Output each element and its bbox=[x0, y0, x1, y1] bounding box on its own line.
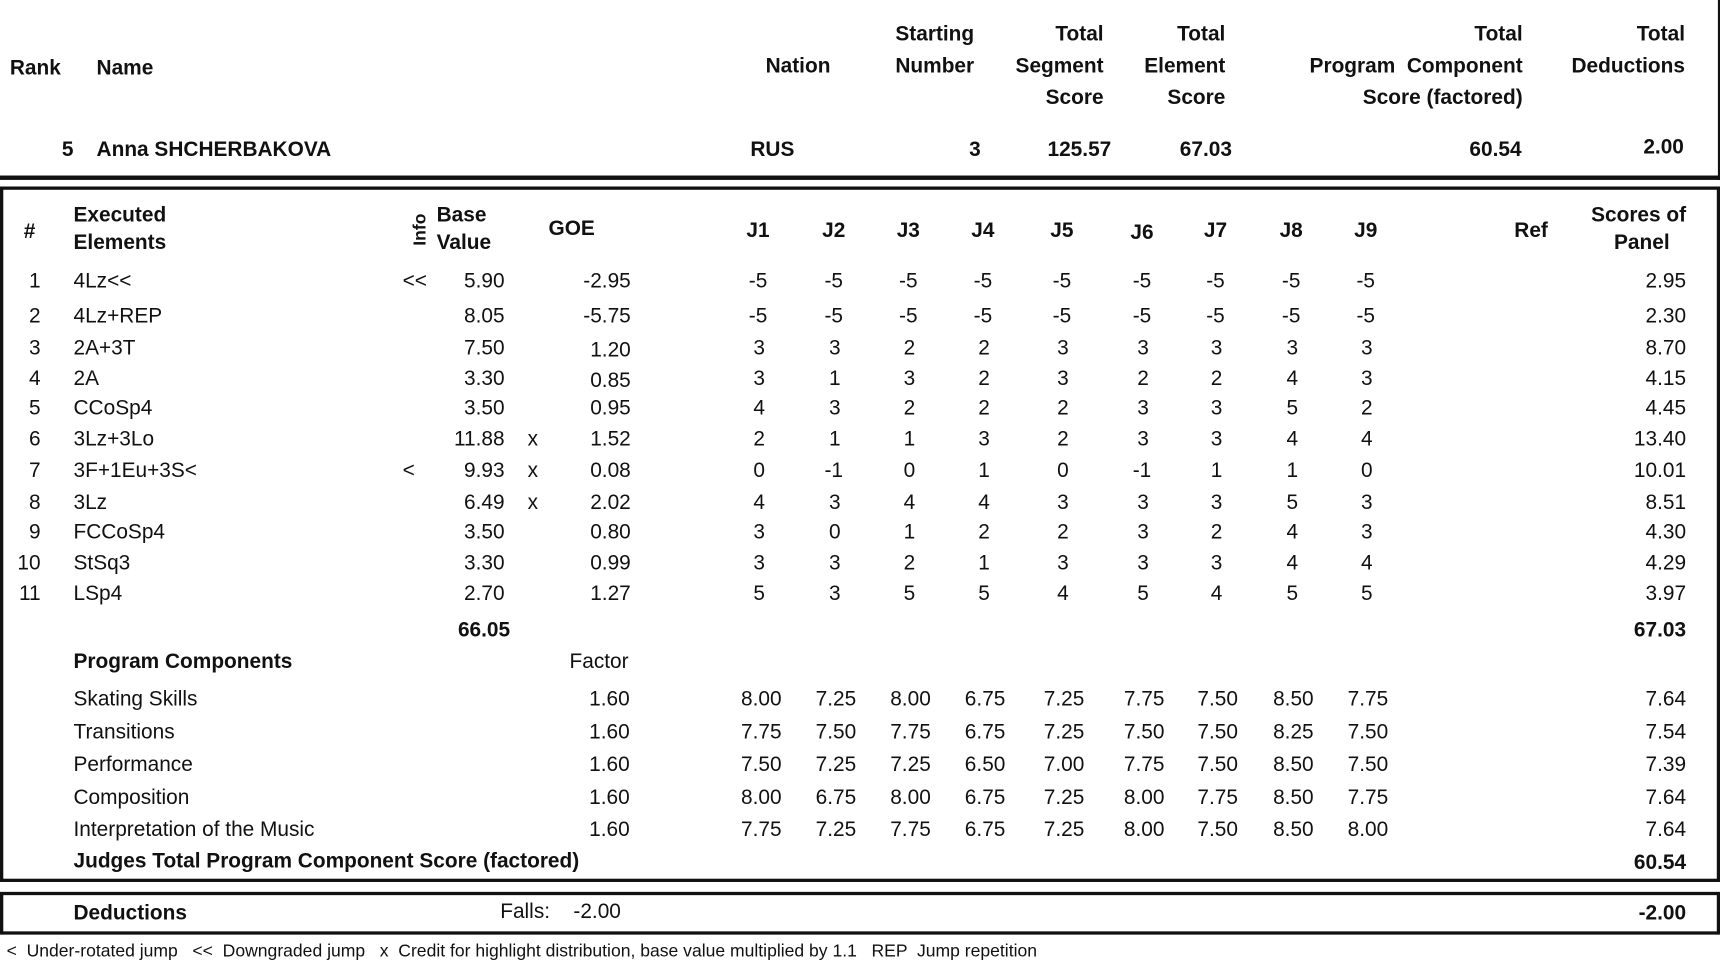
component-judge-score: 6.75 bbox=[964, 687, 1006, 711]
element-number: 2 bbox=[28, 304, 41, 329]
component-judge-score: 7.75 bbox=[741, 720, 782, 744]
judge-score: 5 bbox=[1286, 397, 1299, 421]
component-judge-score: 7.25 bbox=[815, 818, 857, 842]
component-panel-score: 7.54 bbox=[1645, 720, 1687, 744]
component-judge-score: 7.50 bbox=[1123, 720, 1165, 744]
executed-elements-header: Elements bbox=[73, 231, 167, 255]
element-base-value: 11.88 bbox=[454, 427, 505, 451]
judge-score: 4 bbox=[1210, 582, 1223, 606]
judge-score: 3 bbox=[1057, 551, 1069, 575]
judge-score: 2 bbox=[1057, 427, 1069, 451]
component-panel-score: 7.64 bbox=[1645, 786, 1687, 810]
element-goe: 0.80 bbox=[590, 521, 631, 545]
judge-score: 0 bbox=[903, 459, 916, 483]
skater-pcs: 60.54 bbox=[1469, 138, 1522, 162]
component-judge-score: 7.25 bbox=[1043, 687, 1085, 711]
tes-header: Total bbox=[1177, 23, 1226, 47]
judge-score: -5 bbox=[1281, 269, 1301, 293]
judge-score: 3 bbox=[1137, 397, 1149, 421]
judge-score: 4 bbox=[753, 397, 765, 421]
judge-score: 3 bbox=[1210, 551, 1223, 575]
base-value-header: Value bbox=[436, 231, 492, 255]
component-judge-score: 7.00 bbox=[1043, 753, 1085, 777]
judge-score: -5 bbox=[1206, 304, 1225, 329]
element-goe: 1.27 bbox=[590, 582, 631, 606]
component-panel-score: 7.64 bbox=[1645, 687, 1687, 711]
component-judge-score: 7.50 bbox=[1197, 720, 1238, 744]
nation-header: Nation bbox=[765, 54, 831, 78]
element-number: 3 bbox=[28, 336, 41, 360]
goe-header: GOE bbox=[548, 217, 595, 241]
element-name: 3Lz+3Lo bbox=[73, 427, 155, 451]
judge-score: -5 bbox=[973, 304, 993, 329]
judge-score: 3 bbox=[829, 582, 841, 606]
component-judge-score: 7.50 bbox=[1197, 818, 1238, 842]
judge-score: 2 bbox=[903, 551, 916, 575]
element-panel-score: 10.01 bbox=[1633, 459, 1687, 483]
judge-score: 5 bbox=[903, 582, 916, 606]
element-goe: -5.75 bbox=[583, 304, 631, 329]
tss-header: Score bbox=[1045, 86, 1104, 110]
starting-number-header: Starting bbox=[895, 23, 975, 47]
element-number: 11 bbox=[18, 582, 41, 606]
element-highlight-x: x bbox=[527, 459, 539, 483]
component-judge-score: 7.75 bbox=[741, 818, 782, 842]
element-panel-score: 13.40 bbox=[1633, 427, 1687, 451]
judge-score: 3 bbox=[1057, 367, 1069, 391]
element-base-value: 2.70 bbox=[464, 582, 505, 606]
judge-score: 2 bbox=[1057, 397, 1069, 421]
judge-score: 1 bbox=[903, 427, 916, 451]
num-header: # bbox=[23, 220, 36, 244]
tes-header: Element bbox=[1144, 54, 1226, 78]
component-judge-score: 8.50 bbox=[1273, 818, 1314, 842]
element-panel-score: 4.30 bbox=[1645, 521, 1687, 545]
judge-score: -5 bbox=[1132, 269, 1152, 293]
component-judge-score: 8.25 bbox=[1273, 720, 1314, 744]
element-name: 4Lz<< bbox=[73, 269, 132, 293]
judge-score: 4 bbox=[1057, 582, 1069, 606]
judge-score: 3 bbox=[1210, 427, 1223, 451]
component-judge-score: 6.75 bbox=[964, 818, 1006, 842]
element-name: CCoSp4 bbox=[73, 397, 153, 421]
judge-score: 2 bbox=[978, 367, 990, 391]
judge-score: 5 bbox=[1286, 491, 1299, 515]
component-judge-score: 8.00 bbox=[1347, 818, 1389, 842]
element-name: 2A+3T bbox=[73, 336, 136, 360]
executed-elements-header: Executed bbox=[73, 204, 167, 228]
judge-score: 2 bbox=[978, 336, 990, 360]
component-judge-score: 7.75 bbox=[1347, 786, 1389, 810]
element-panel-score: 2.30 bbox=[1645, 304, 1687, 329]
judge-score: 1 bbox=[829, 427, 841, 451]
judge-score: 5 bbox=[1361, 582, 1373, 606]
falls-label: Falls: bbox=[500, 900, 551, 924]
judge-score: -5 bbox=[899, 304, 918, 329]
tes-header: Score bbox=[1167, 86, 1226, 110]
judge-header-j2: J2 bbox=[822, 219, 846, 243]
skater-tes: 67.03 bbox=[1179, 138, 1232, 162]
judge-score: -5 bbox=[1356, 269, 1376, 293]
judge-score: -5 bbox=[1281, 304, 1301, 329]
judge-score: -5 bbox=[824, 304, 843, 329]
judge-score: 4 bbox=[1361, 551, 1373, 575]
judge-score: -1 bbox=[824, 459, 843, 483]
judge-score: 1 bbox=[978, 459, 990, 483]
pcs-header: Score (factored) bbox=[1362, 86, 1523, 110]
panel-score-header: Scores of bbox=[1591, 204, 1687, 228]
judge-score: -5 bbox=[1356, 304, 1376, 329]
judge-score: 4 bbox=[1361, 427, 1373, 451]
judge-score: 3 bbox=[829, 491, 841, 515]
judge-score: -5 bbox=[1052, 304, 1072, 329]
tss-header: Segment bbox=[1015, 54, 1104, 78]
component-factor: 1.60 bbox=[589, 687, 630, 711]
factor-header: Factor bbox=[569, 650, 629, 674]
component-judge-score: 7.50 bbox=[1347, 753, 1389, 777]
judge-header-j6: J6 bbox=[1130, 221, 1154, 245]
element-name: 3F+1Eu+3S< bbox=[73, 459, 197, 483]
judge-score: 5 bbox=[1137, 582, 1149, 606]
judge-header-j8: J8 bbox=[1279, 219, 1303, 243]
judge-score: 1 bbox=[1286, 459, 1299, 483]
pcs-header: Total bbox=[1474, 23, 1523, 47]
judge-score: 4 bbox=[978, 491, 990, 515]
element-name: LSp4 bbox=[73, 582, 123, 606]
element-number: 5 bbox=[28, 397, 41, 421]
judge-score: 3 bbox=[829, 397, 841, 421]
element-number: 1 bbox=[28, 269, 41, 293]
component-judge-score: 7.25 bbox=[1043, 818, 1085, 842]
judge-header-j1: J1 bbox=[746, 219, 770, 243]
element-goe: 0.95 bbox=[590, 397, 631, 421]
skater-nation: RUS bbox=[750, 138, 795, 162]
judge-score: 4 bbox=[1286, 427, 1299, 451]
component-judge-score: 8.00 bbox=[1123, 818, 1165, 842]
judge-score: 2 bbox=[1210, 521, 1223, 545]
element-name: FCCoSp4 bbox=[73, 521, 166, 545]
judge-score: 3 bbox=[1137, 427, 1149, 451]
judge-score: -1 bbox=[1132, 459, 1152, 483]
pcs-total-value: 60.54 bbox=[1633, 851, 1687, 875]
component-judge-score: 7.25 bbox=[1043, 786, 1085, 810]
judge-score: 3 bbox=[1057, 491, 1069, 515]
skater-name: Anna SHCHERBAKOVA bbox=[96, 138, 332, 162]
name-header: Name bbox=[96, 57, 154, 81]
element-panel-score: 4.15 bbox=[1645, 367, 1687, 391]
element-base-value: 5.90 bbox=[464, 269, 505, 293]
judge-score: 3 bbox=[829, 551, 841, 575]
judge-score: 3 bbox=[753, 336, 765, 360]
judge-score: 1 bbox=[903, 521, 916, 545]
judge-score: 3 bbox=[1137, 521, 1149, 545]
element-base-value: 9.93 bbox=[464, 459, 505, 483]
component-judge-score: 8.50 bbox=[1273, 753, 1314, 777]
component-name: Skating Skills bbox=[73, 687, 198, 711]
judge-score: -5 bbox=[748, 269, 768, 293]
skater-tss: 125.57 bbox=[1047, 138, 1112, 162]
base-value-total: 66.05 bbox=[457, 618, 511, 642]
element-base-value: 3.50 bbox=[464, 521, 505, 545]
rank-header: Rank bbox=[9, 57, 61, 81]
element-number: 6 bbox=[28, 427, 41, 451]
component-judge-score: 7.50 bbox=[1197, 753, 1238, 777]
element-number: 8 bbox=[28, 491, 41, 515]
component-judge-score: 6.50 bbox=[964, 753, 1006, 777]
deductions-total: -2.00 bbox=[1638, 901, 1687, 925]
judge-score: 2 bbox=[1137, 367, 1149, 391]
judge-score: 3 bbox=[753, 551, 765, 575]
component-judge-score: 8.00 bbox=[1123, 786, 1165, 810]
component-judge-score: 7.75 bbox=[890, 720, 931, 744]
program-components-title: Program Components bbox=[73, 650, 293, 674]
judge-score: 5 bbox=[1286, 582, 1299, 606]
component-judge-score: 6.75 bbox=[815, 786, 857, 810]
judge-header-j5: J5 bbox=[1050, 219, 1074, 243]
judge-score: 2 bbox=[903, 336, 916, 360]
element-panel-score: 2.95 bbox=[1645, 269, 1687, 293]
element-name: 2A bbox=[73, 367, 100, 391]
judge-score: 3 bbox=[978, 427, 990, 451]
info-header: Info bbox=[411, 213, 431, 246]
ref-header: Ref bbox=[1514, 219, 1548, 243]
judge-score: -5 bbox=[824, 269, 843, 293]
element-goe: -2.95 bbox=[583, 269, 631, 293]
judge-score: 3 bbox=[1210, 491, 1223, 515]
element-info: << bbox=[402, 269, 427, 293]
component-judge-score: 8.50 bbox=[1273, 687, 1314, 711]
component-factor: 1.60 bbox=[589, 720, 630, 744]
component-judge-score: 6.75 bbox=[964, 786, 1006, 810]
judge-score: 1 bbox=[978, 551, 990, 575]
judge-header-j4: J4 bbox=[971, 219, 995, 243]
tss-header: Total bbox=[1055, 23, 1104, 47]
element-goe: 1.20 bbox=[590, 338, 631, 363]
skater-deductions: 2.00 bbox=[1643, 136, 1684, 160]
component-judge-score: 7.25 bbox=[815, 753, 857, 777]
judge-score: 2 bbox=[1361, 397, 1373, 421]
component-judge-score: 8.00 bbox=[890, 786, 931, 810]
element-goe: 2.02 bbox=[590, 491, 631, 515]
element-base-value: 7.50 bbox=[464, 336, 505, 360]
component-judge-score: 7.50 bbox=[741, 753, 782, 777]
judge-score: 3 bbox=[1137, 336, 1149, 360]
component-factor: 1.60 bbox=[589, 818, 630, 842]
judge-header-j7: J7 bbox=[1203, 219, 1228, 243]
judge-score: 4 bbox=[1286, 367, 1299, 391]
component-judge-score: 8.00 bbox=[741, 786, 782, 810]
element-number: 9 bbox=[28, 521, 41, 545]
component-factor: 1.60 bbox=[589, 786, 630, 810]
component-name: Transitions bbox=[73, 720, 175, 744]
judge-score: 2 bbox=[1210, 367, 1223, 391]
judge-score: 3 bbox=[1361, 367, 1373, 391]
judge-score: 3 bbox=[1210, 397, 1223, 421]
judge-score: 0 bbox=[829, 521, 841, 545]
element-base-value: 8.05 bbox=[464, 304, 505, 329]
deductions-label: Deductions bbox=[73, 901, 187, 925]
element-goe: 0.08 bbox=[590, 459, 631, 483]
judge-score: 3 bbox=[1361, 491, 1373, 515]
element-name: 3Lz bbox=[73, 491, 108, 515]
judge-score: 0 bbox=[1057, 459, 1069, 483]
judge-score: 2 bbox=[978, 397, 990, 421]
judge-score: -5 bbox=[748, 304, 768, 329]
judge-score: 1 bbox=[1210, 459, 1223, 483]
judge-score: 3 bbox=[829, 336, 841, 360]
element-highlight-x: x bbox=[527, 491, 539, 515]
element-info: < bbox=[402, 459, 415, 483]
component-name: Interpretation of the Music bbox=[73, 818, 315, 842]
component-judge-score: 7.75 bbox=[890, 818, 931, 842]
element-goe: 1.52 bbox=[590, 427, 631, 451]
judge-score: 5 bbox=[978, 582, 990, 606]
judge-score: -5 bbox=[1132, 304, 1152, 329]
judge-score: 3 bbox=[1361, 521, 1373, 545]
component-panel-score: 7.39 bbox=[1645, 753, 1687, 777]
judge-score: -5 bbox=[899, 269, 918, 293]
elements-panel-total: 67.03 bbox=[1633, 618, 1687, 642]
pcs-header: Program Component bbox=[1309, 54, 1523, 78]
judge-score: 0 bbox=[1361, 459, 1373, 483]
element-name: 4Lz+REP bbox=[73, 304, 163, 329]
judge-score: 3 bbox=[1057, 336, 1069, 360]
judge-header-j3: J3 bbox=[896, 219, 920, 243]
judge-score: 3 bbox=[753, 367, 765, 391]
judge-score: 2 bbox=[903, 397, 916, 421]
element-number: 4 bbox=[28, 367, 41, 391]
element-goe: 0.99 bbox=[590, 551, 631, 575]
deductions-header: Deductions bbox=[1571, 54, 1685, 78]
starting-number-header: Number bbox=[895, 54, 975, 78]
judge-score: -5 bbox=[973, 269, 993, 293]
component-name: Composition bbox=[73, 786, 190, 810]
judge-score: 3 bbox=[753, 521, 765, 545]
element-number: 7 bbox=[28, 459, 41, 483]
judge-header-j9: J9 bbox=[1354, 219, 1378, 243]
component-panel-score: 7.64 bbox=[1645, 818, 1687, 842]
judge-score: 3 bbox=[903, 367, 916, 391]
judge-score: 1 bbox=[829, 367, 841, 391]
component-judge-score: 7.25 bbox=[890, 753, 931, 777]
judge-score: 2 bbox=[753, 427, 765, 451]
element-panel-score: 4.29 bbox=[1645, 551, 1687, 575]
judge-score: 0 bbox=[753, 459, 765, 483]
judge-score: 4 bbox=[903, 491, 916, 515]
component-judge-score: 7.75 bbox=[1197, 786, 1238, 810]
element-name: StSq3 bbox=[73, 551, 131, 575]
deductions-box bbox=[0, 892, 1720, 935]
deductions-header: Total bbox=[1636, 23, 1685, 47]
component-judge-score: 7.50 bbox=[815, 720, 857, 744]
judge-score: 2 bbox=[1057, 521, 1069, 545]
judge-score: 4 bbox=[1286, 521, 1299, 545]
element-highlight-x: x bbox=[527, 427, 539, 451]
component-judge-score: 7.50 bbox=[1197, 687, 1238, 711]
judge-score: 4 bbox=[753, 491, 765, 515]
component-factor: 1.60 bbox=[589, 753, 630, 777]
judge-score: 3 bbox=[1210, 336, 1223, 360]
judge-score: 3 bbox=[1137, 551, 1149, 575]
component-judge-score: 7.25 bbox=[1043, 720, 1085, 744]
pcs-total-label: Judges Total Program Component Score (factored) bbox=[73, 850, 580, 874]
component-judge-score: 7.75 bbox=[1123, 753, 1165, 777]
judge-score: 5 bbox=[753, 582, 765, 606]
component-judge-score: 7.75 bbox=[1123, 687, 1165, 711]
judge-score: 2 bbox=[978, 521, 990, 545]
component-judge-score: 7.75 bbox=[1347, 687, 1389, 711]
element-panel-score: 8.70 bbox=[1645, 336, 1687, 360]
component-judge-score: 6.75 bbox=[964, 720, 1006, 744]
base-value-header: Base bbox=[436, 204, 487, 228]
judge-score: -5 bbox=[1206, 269, 1225, 293]
element-base-value: 3.50 bbox=[464, 397, 505, 421]
judge-score: 4 bbox=[1286, 551, 1299, 575]
panel-score-header: Panel bbox=[1614, 231, 1670, 255]
element-panel-score: 8.51 bbox=[1645, 491, 1687, 515]
element-number: 10 bbox=[17, 551, 41, 575]
judge-score: 3 bbox=[1361, 336, 1373, 360]
element-panel-score: 4.45 bbox=[1645, 397, 1687, 421]
component-judge-score: 7.25 bbox=[815, 687, 857, 711]
component-judge-score: 8.00 bbox=[890, 687, 931, 711]
element-panel-score: 3.97 bbox=[1645, 582, 1687, 606]
component-judge-score: 8.50 bbox=[1273, 786, 1314, 810]
element-base-value: 3.30 bbox=[464, 367, 505, 391]
skater-starting-number: 3 bbox=[969, 138, 981, 162]
judge-score: 3 bbox=[1137, 491, 1149, 515]
component-judge-score: 8.00 bbox=[741, 687, 782, 711]
component-name: Performance bbox=[73, 753, 193, 777]
judge-score: 3 bbox=[1286, 336, 1299, 360]
element-base-value: 6.49 bbox=[464, 491, 505, 515]
skater-rank: 5 bbox=[61, 138, 74, 162]
component-judge-score: 7.50 bbox=[1347, 720, 1389, 744]
falls-value: -2.00 bbox=[573, 900, 621, 924]
element-base-value: 3.30 bbox=[464, 551, 505, 575]
element-goe: 0.85 bbox=[590, 369, 631, 393]
legend: < Under-rotated jump << Downgraded jump x Credit for highlight distribution, base value multiplied by 1.1 REP Jump repetition bbox=[6, 942, 1038, 961]
judge-score: -5 bbox=[1052, 269, 1072, 293]
